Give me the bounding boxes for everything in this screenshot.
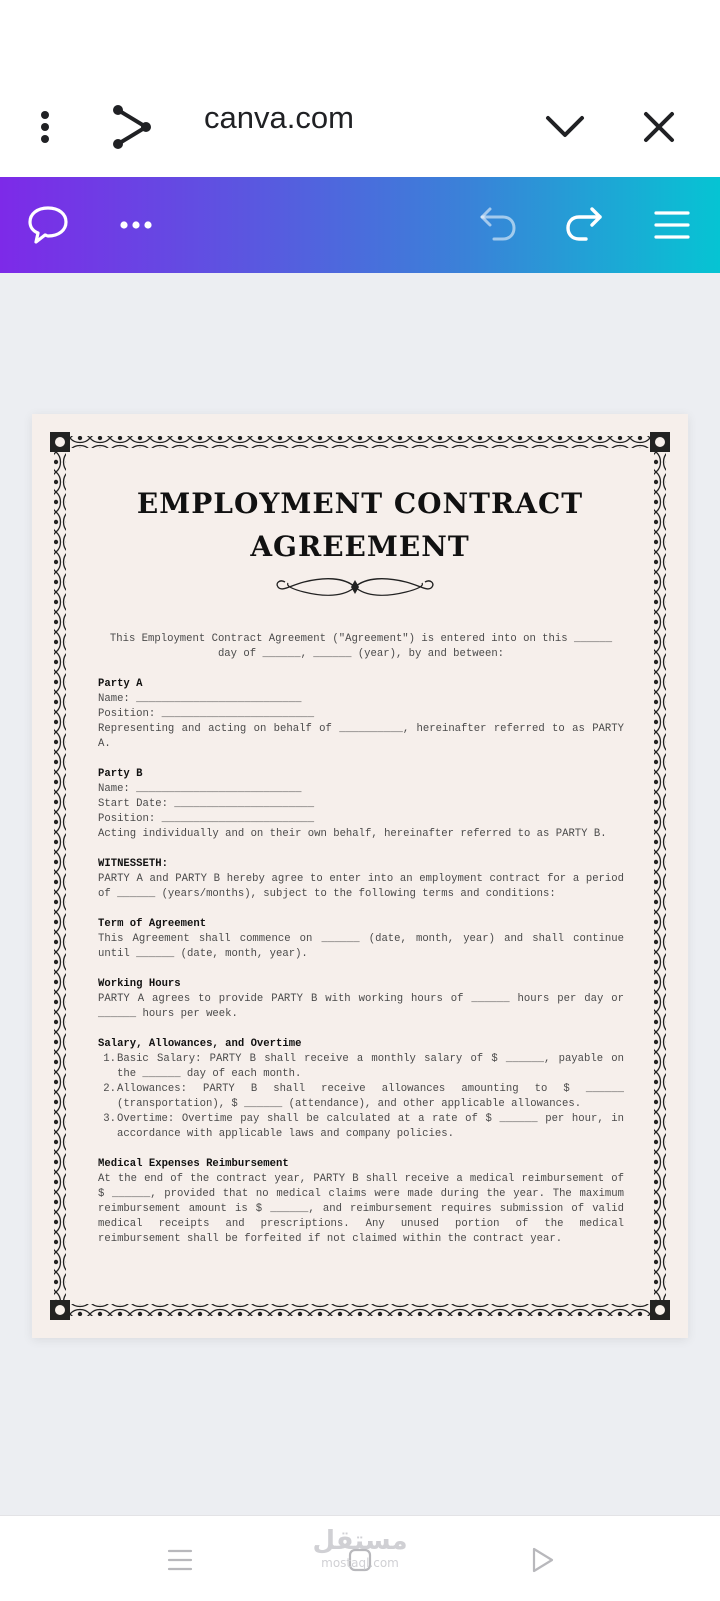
watermark-arabic: مستقل (312, 1526, 408, 1556)
term-text: This Agreement shall commence on ______ (date, month, year) and shall continue until ______ (date, month, year). (98, 933, 624, 960)
design-page[interactable] (32, 414, 688, 1338)
decorative-flourish (274, 574, 436, 600)
more-horiz-icon[interactable] (112, 201, 160, 249)
list-item (98, 1112, 624, 1142)
system-navigation-bar (0, 1515, 720, 1601)
list-number: 1. (103, 1053, 116, 1065)
menu-lines-icon[interactable] (160, 1540, 200, 1580)
intro-paragraph: This Employment Contract Agreement ("Agreement") is entered into on this ______ day of ______, ______ (year), by and between: (109, 633, 613, 660)
title-line-1: EMPLOYMENT CONTRACT (136, 487, 584, 520)
undo-icon[interactable] (474, 201, 522, 249)
party-b-position: Position: ________________________ (98, 813, 315, 825)
hamburger-menu-icon[interactable] (648, 201, 696, 249)
back-triangle-icon[interactable] (522, 1540, 562, 1580)
document-title (92, 482, 628, 568)
list-item (98, 1052, 624, 1082)
list-text: Allowances: PARTY B shall receive allowances amounting to $ ______ (transportation), $ ______ (attendance), and other applicable allowances. (117, 1083, 624, 1110)
working-hours-heading: Working Hours (98, 978, 181, 990)
url-text[interactable]: canva.com (204, 100, 354, 135)
redo-icon[interactable] (560, 201, 608, 249)
witnesseth-heading: WITNESSETH: (98, 858, 168, 870)
watermark-logo (300, 1526, 420, 1570)
browser-bar (0, 80, 720, 177)
witnesseth-text: PARTY A and PARTY B hereby agree to enter into an employment contract for a period of ______ (years/months), subject to the following terms and conditions: (98, 873, 624, 900)
chevron-down-icon[interactable] (542, 104, 588, 150)
party-b-representation: Acting individually and on their own behalf, hereinafter referred to as PARTY B. (98, 828, 607, 840)
party-a-position: Position: ________________________ (98, 708, 315, 720)
status-bar (0, 0, 720, 80)
list-number: 2. (103, 1083, 116, 1095)
salary-list (98, 1052, 624, 1142)
list-number: 3. (103, 1113, 116, 1125)
watermark-latin: mostaql.com (321, 1556, 399, 1570)
term-heading: Term of Agreement (98, 918, 207, 930)
list-item (98, 1082, 624, 1112)
list-text: Basic Salary: PARTY B shall receive a monthly salary of $ ______, payable on the ______ day of each month. (117, 1053, 624, 1080)
more-vert-icon[interactable] (22, 104, 68, 150)
party-a-heading: Party A (98, 678, 143, 690)
medical-heading: Medical Expenses Reimbursement (98, 1158, 289, 1170)
medical-text: At the end of the contract year, PARTY B shall receive a medical reimbursement of $ ______, provided that no medical claims were made during the year. The maximum reimbursement amount is $ ______, and reimbursement requires submission of valid medical receipts and prescriptions. Any unused portion of the medical reimbursement shall be forfeited if not claimed within the contract year. (98, 1173, 624, 1245)
party-b-heading: Party B (98, 768, 143, 780)
party-a-name: Name: __________________________ (98, 693, 302, 705)
salary-heading: Salary, Allowances, and Overtime (98, 1038, 302, 1050)
working-hours-text: PARTY A agrees to provide PARTY B with working hours of ______ hours per day or ______ hours per week. (98, 993, 624, 1020)
title-line-2: AGREEMENT (250, 530, 470, 563)
close-icon[interactable] (636, 104, 682, 150)
document-body (98, 632, 624, 1247)
party-b-start-date: Start Date: ______________________ (98, 798, 315, 810)
comment-icon[interactable] (24, 201, 72, 249)
share-icon[interactable] (108, 104, 154, 150)
editor-toolbar (0, 177, 720, 273)
party-b-name: Name: __________________________ (98, 783, 302, 795)
party-a-representation: Representing and acting on behalf of __________, hereinafter referred to as PARTY A. (98, 723, 624, 750)
list-text: Overtime: Overtime pay shall be calculated at a rate of $ ______ per hour, in accordance with applicable laws and company policies. (117, 1113, 624, 1140)
